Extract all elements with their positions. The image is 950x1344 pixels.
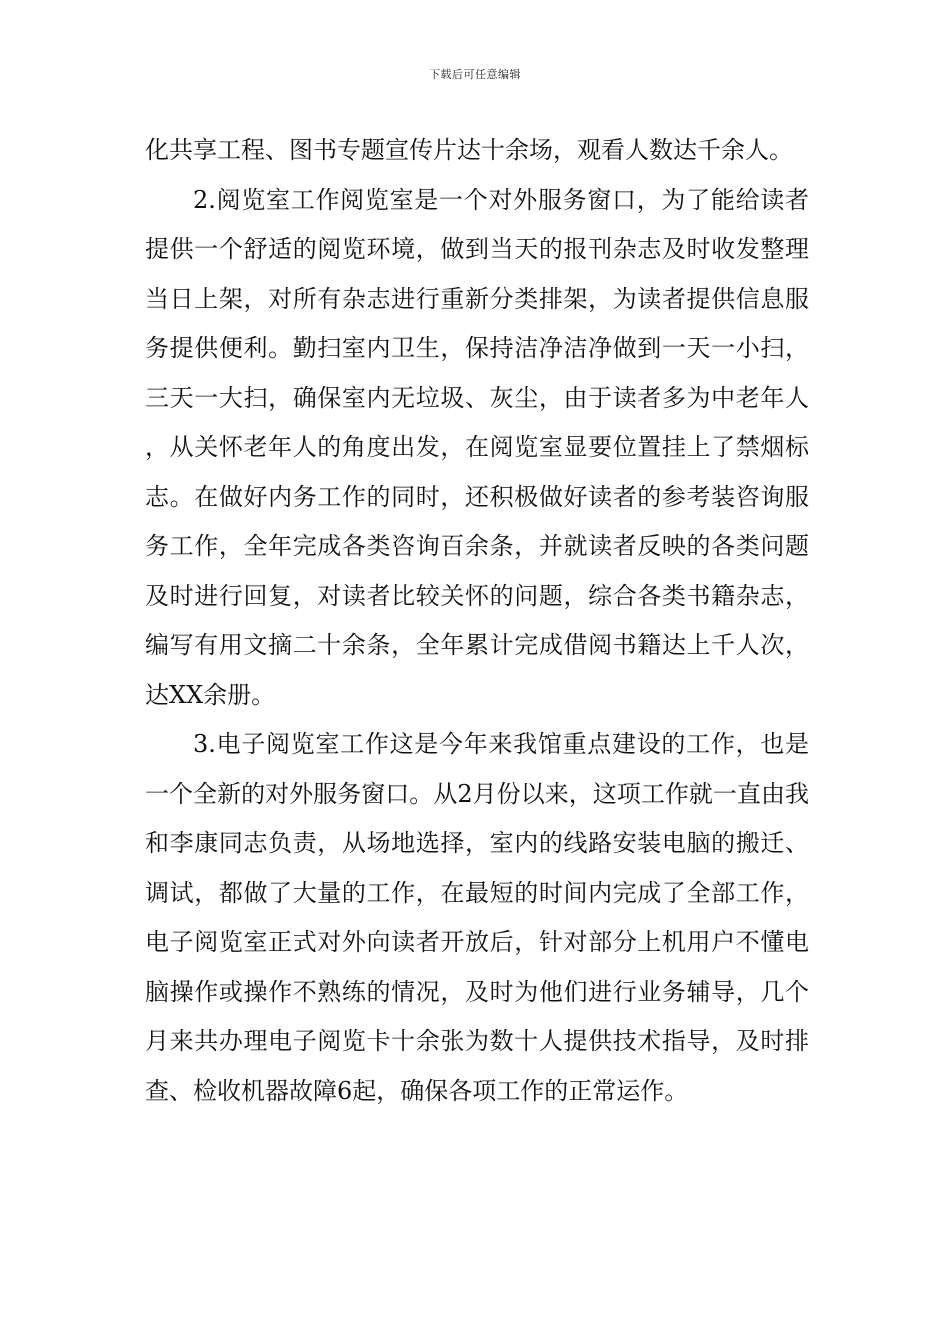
paragraph-continuation: 化共享工程、图书专题宣传片达十余场，观看人数达千余人。 — [145, 136, 793, 164]
document-body — [145, 126, 809, 1116]
paragraph-e-reading-room: 3.电子阅览室工作这是今年来我馆重点建设的工作，也是一个全新的对外服务窗口。从2月份以来，这项工作就一直由我和李康同志负责，从场地选择，室内的线路安装电脑的搬迁、调试，都做了大量的工作，在最短的时间内完成了全部工作，电子阅览室正式对外向读者开放后，针对部分上机用户不懂电脑操作或操作不熟练的情况，及时为他们进行业务辅导，几个月来共办理电子阅览卡十余张为数十人提供技术指导，及时排查、检收机器故障6起，确保各项工作的正常运作。 — [145, 730, 809, 1105]
paragraph-reading-room: 2.阅览室工作阅览室是一个对外服务窗口，为了能给读者提供一个舒适的阅览环境，做到当天的报刊杂志及时收发整理当日上架，对所有杂志进行重新分类排架，为读者提供信息服务提供便利。勤扫室内卫生，保持洁净洁净做到一天一小扫，三天一大扫，确保室内无垃圾、灰尘，由于读者多为中老年人，从关怀老年人的角度出发，在阅览室显要位置挂上了禁烟标志。在做好内务工作的同时，还积极做好读者的参考装咨询服务工作，全年完成各类咨询百余条，并就读者反映的各类问题及时进行回复，对读者比较关怀的问题，综合各类书籍杂志，编写有用文摘二十余条，全年累计完成借阅书籍达上千人次，达XX余册。 — [145, 185, 809, 709]
page-header: 下载后可任意编辑 — [429, 68, 521, 81]
